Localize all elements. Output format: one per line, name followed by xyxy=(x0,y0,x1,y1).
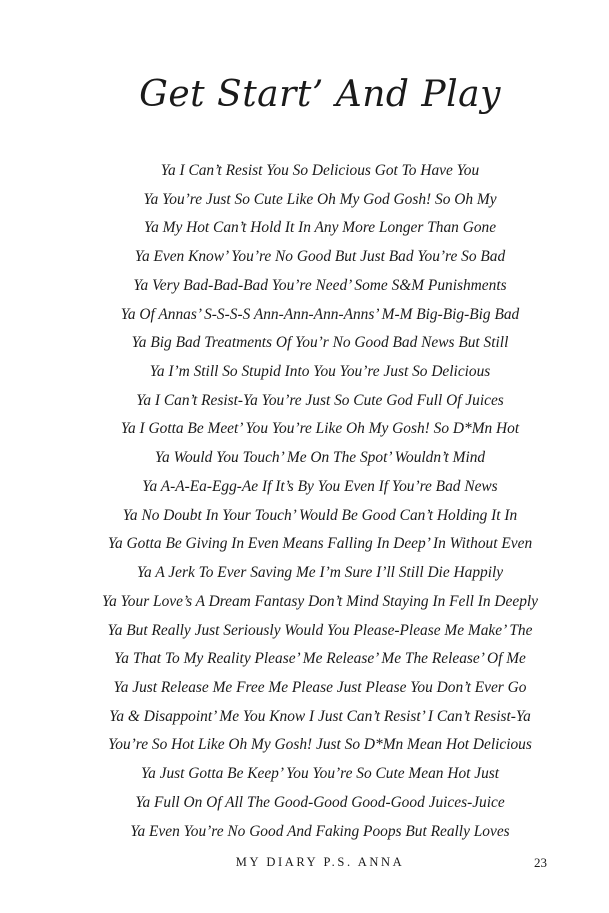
poem-line: Ya Even You’re No Good And Faking Poops But Really Loves xyxy=(130,822,510,840)
poem-line: Ya Of Annas’ S-S-S-S Ann-Ann-Ann-Anns’ M-M Big-Big-Big Bad xyxy=(120,305,520,323)
page-number: 23 xyxy=(534,855,547,870)
poem-line: Ya But Really Just Seriously Would You Please-Please Me Make’ The xyxy=(107,621,533,639)
running-footer-title: MY DIARY P.S. ANNA xyxy=(235,855,405,869)
poem-line: Ya I’m Still So Stupid Into You You’re Just So Delicious xyxy=(149,363,491,381)
poem-line: Ya Very Bad-Bad-Bad You’re Need’ Some S&M Punishments xyxy=(133,276,507,294)
poem-line: Ya I Can’t Resist You So Delicious Got To Have You xyxy=(160,162,480,179)
poem-line: Ya My Hot Can’t Hold It In Any More Longer Than Gone xyxy=(143,219,497,237)
poem-line: Ya A Jerk To Ever Saving Me I’m Sure I’ll Still Die Happily xyxy=(136,564,504,582)
poem-line: Ya Just Release Me Free Me Please Just Please You Don’t Ever Go xyxy=(113,678,527,696)
poem-line: Ya Full On Of All The Good-Good Good-Good Juices-Juice xyxy=(135,793,505,811)
poem-line: Ya Big Bad Treatments Of You’r No Good Bad News But Still xyxy=(131,334,509,352)
poem-line: Ya Would You Touch’ Me On The Spot’ Wouldn’t Mind xyxy=(154,449,486,467)
poem-line: You’re So Hot Like Oh My Gosh! Just So D*Mn Mean Hot Delicious xyxy=(108,736,532,754)
poem-line: Ya Just Gotta Be Keep’ You You’re So Cute Mean Hot Just xyxy=(140,765,500,783)
poem-line: Ya That To My Reality Please’ Me Release’ Me The Release’ Of Me xyxy=(114,650,526,668)
poem-line: Ya & Disappoint’ Me You Know I Just Can’t Resist’ I Can’t Resist-Ya xyxy=(109,707,531,725)
poem-line: Ya I Gotta Be Meet’ You You’re Like Oh My Gosh! So D*Mn Hot xyxy=(120,420,520,438)
poem-line: Ya A-A-Ea-Egg-Ae If It’s By You Even If You’re Bad News xyxy=(142,477,498,495)
page-title: Get Start’ And Play xyxy=(139,74,501,115)
poem-line: Ya Even Know’ You’re No Good But Just Bad You’re So Bad xyxy=(134,248,506,266)
poem-line: Ya You’re Just So Cute Like Oh My God Gosh! So Oh My xyxy=(143,190,497,208)
poem-line: Ya No Doubt In Your Touch’ Would Be Good Can’t Holding It In xyxy=(122,506,518,524)
poem-line: Ya Gotta Be Giving In Even Means Falling In Deep’ In Without Even xyxy=(107,535,533,553)
poem-line: Ya I Can’t Resist-Ya You’re Just So Cute God Full Of Juices xyxy=(136,391,504,409)
poem-lines xyxy=(0,157,609,846)
poem-line: Ya Your Love’s A Dream Fantasy Don’t Mind Staying In Fell In Deeply xyxy=(101,592,539,610)
